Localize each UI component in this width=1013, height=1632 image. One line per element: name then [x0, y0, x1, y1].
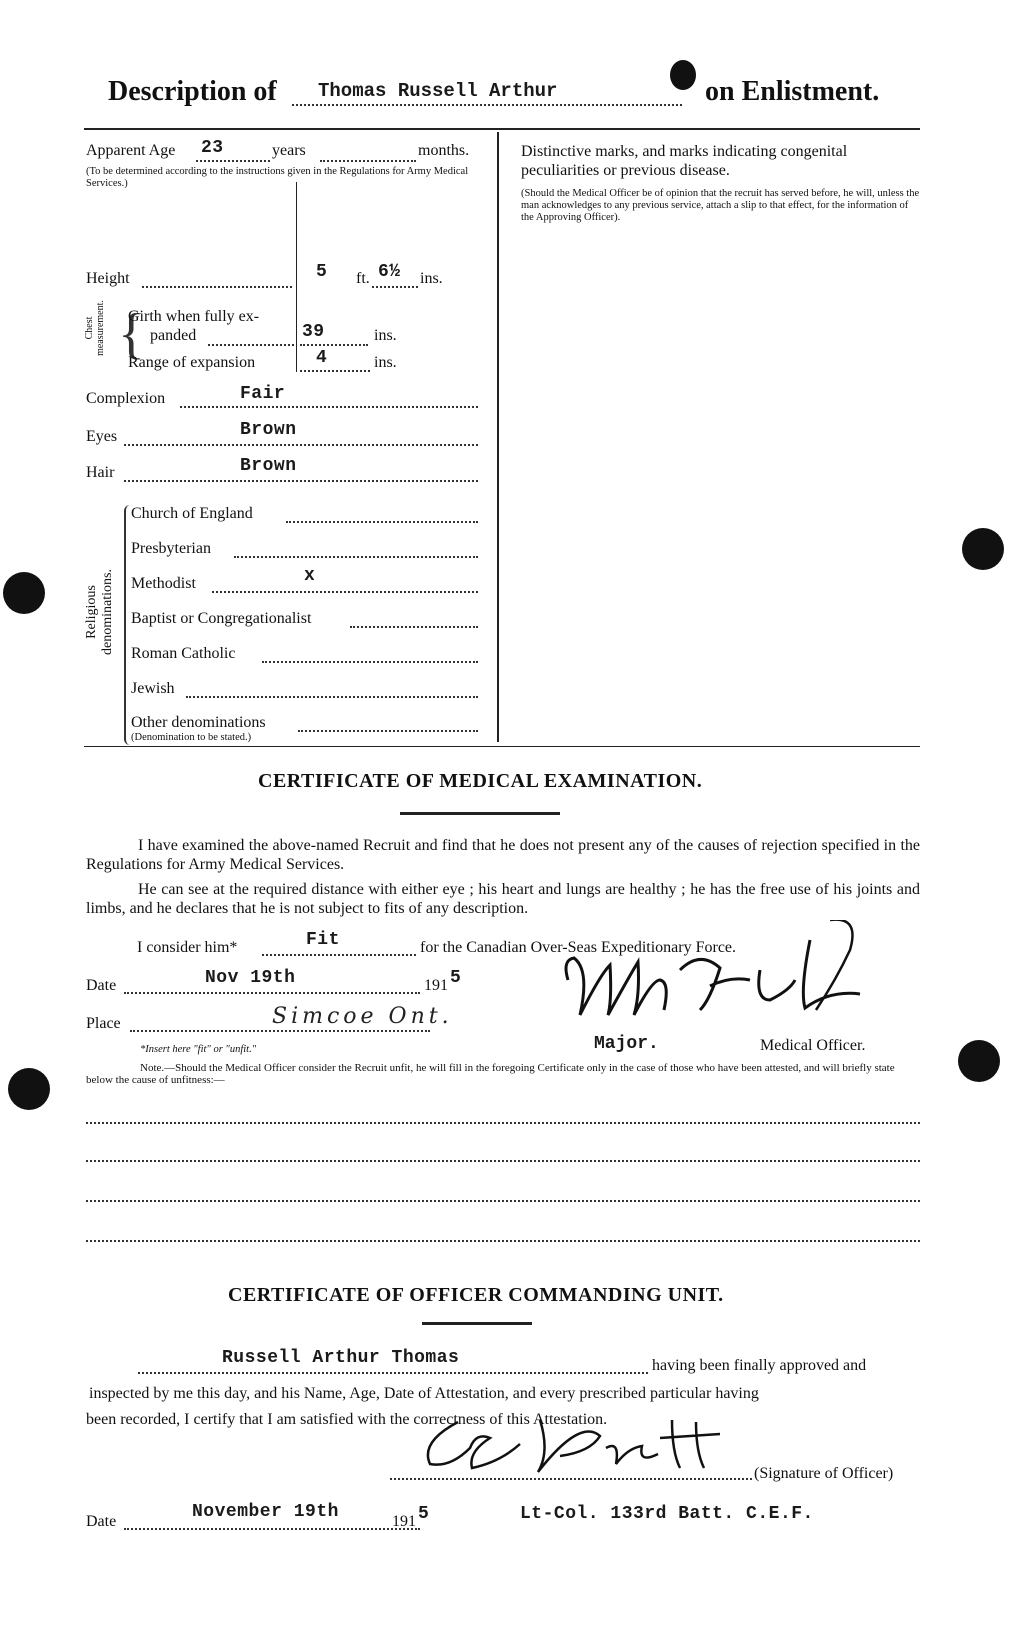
consider-value: Fit	[306, 930, 340, 950]
unfit-note: Note.—Should the Medical Officer consider the Recruit unfit, he will fill in the foregoing Certificate only in the case of those who have been attested, and will briefly state below the cause of unfitness:—	[86, 1062, 895, 1086]
girth-label-2: panded	[150, 327, 197, 344]
unfit-line	[86, 1200, 920, 1202]
girth-in-dots	[300, 344, 368, 346]
table-bottom-rule	[84, 746, 920, 747]
chest-label: Chest measurement.	[84, 300, 106, 356]
medical-date-value: Nov 19th	[205, 968, 296, 988]
religion-dots	[286, 521, 478, 523]
signature-of-officer-label: (Signature of Officer)	[754, 1465, 894, 1482]
hair-value: Brown	[240, 456, 297, 476]
commanding-line-2: inspected by me this day, and his Name, Age, Date of Attestation, and every prescribed particular having	[89, 1385, 759, 1402]
height-in-value: 6½	[378, 262, 401, 282]
girth-value: 39	[302, 322, 325, 342]
religion-church-of-england: Church of England	[131, 505, 253, 522]
religion-methodist: Methodist	[131, 575, 196, 592]
name-dotted-line	[292, 104, 682, 106]
religion-dots	[186, 696, 478, 698]
recruit-name-dots	[138, 1372, 648, 1374]
religion-dots	[234, 556, 478, 558]
height-ft-value: 5	[316, 262, 328, 282]
eyes-label: Eyes	[86, 428, 118, 445]
complexion-label: Complexion	[86, 390, 166, 407]
range-value: 4	[316, 348, 328, 368]
age-note: (To be determined according to the instructions given in the Regulations for Army Medical Services.)	[86, 166, 469, 189]
religion-label	[84, 556, 116, 668]
recruit-name: Thomas Russell Arthur	[318, 80, 558, 102]
signature-dots	[390, 1478, 752, 1480]
girth-label-1: Girth when fully ex-	[128, 308, 260, 325]
medical-officer-signature	[560, 920, 880, 1040]
medical-year-prefix: 191	[424, 977, 448, 994]
unfit-line	[86, 1122, 920, 1124]
punch-hole	[8, 1068, 50, 1110]
column-divider	[497, 132, 499, 742]
medical-rank: Major.	[594, 1034, 659, 1054]
range-dots	[300, 370, 370, 372]
hair-dots	[124, 480, 478, 482]
age-dots	[196, 160, 270, 162]
measurement-divider	[296, 182, 297, 372]
apparent-age-label: Apparent Age	[86, 142, 176, 159]
commanding-line-1-suffix: having been finally approved and	[652, 1357, 867, 1374]
medical-heading: CERTIFICATE OF MEDICAL EXAMINATION.	[258, 770, 703, 792]
commanding-date-dots	[124, 1528, 420, 1530]
commanding-heading-rule	[422, 1322, 532, 1325]
girth-dots	[208, 344, 294, 346]
eyes-dots	[124, 444, 478, 446]
religion-dots	[262, 661, 478, 663]
months-label: months.	[418, 142, 470, 159]
hair-label: Hair	[86, 464, 115, 481]
chest-brace: {	[118, 303, 145, 365]
place-dots	[130, 1030, 430, 1032]
date-dots	[124, 992, 420, 994]
header-prefix: Description of	[108, 76, 277, 107]
distinctive-marks-label: Distinctive marks, and marks indicating congenital peculiarities or previous disease.	[521, 143, 848, 179]
medical-date-label: Date	[86, 977, 117, 994]
punch-hole	[962, 528, 1004, 570]
religion-methodist-mark: x	[304, 566, 316, 586]
commanding-unit: Lt-Col. 133rd Batt. C.E.F.	[520, 1504, 814, 1524]
height-dots	[142, 286, 292, 288]
consider-dots	[262, 954, 416, 956]
complexion-dots	[180, 406, 478, 408]
religion-presbyterian: Presbyterian	[131, 540, 211, 557]
commanding-date-label: Date	[86, 1513, 117, 1530]
unfit-line	[86, 1160, 920, 1162]
medical-place-value: Simcoe Ont.	[272, 1004, 453, 1029]
commanding-line-3: been recorded, I certify that I am satisfied with the correctness of this Attestation.	[86, 1411, 608, 1428]
distinctive-marks-note: (Should the Medical Officer be of opinion that the recruit has served before, he will, unless the man acknowledges to any previous service, attach a slip to that effect, for the information of the Approving Officer).	[521, 188, 920, 223]
religion-other: Other denominations	[131, 714, 266, 731]
medical-para-1: I have examined the above-named Recruit and find that he does not present any of the causes of rejection specified in the Regulations for Army Medical Services.	[86, 837, 920, 873]
apparent-age-value: 23	[201, 138, 224, 158]
ins-label: ins.	[420, 270, 443, 287]
consider-prefix: I consider him*	[137, 939, 238, 956]
medical-heading-rule	[400, 812, 560, 815]
ink-blot	[670, 60, 696, 90]
consider-suffix: for the Canadian Over-Seas Expeditionary Force.	[420, 939, 737, 956]
commanding-year-prefix: 191	[392, 1513, 416, 1530]
header-suffix: on Enlistment.	[705, 76, 880, 107]
commanding-date-value: November 19th	[192, 1502, 339, 1522]
insert-note: *Insert here "fit" or "unfit."	[140, 1044, 257, 1055]
commanding-officer-signature	[410, 1412, 740, 1480]
girth-ins-label: ins.	[374, 327, 397, 344]
religion-jewish: Jewish	[131, 680, 175, 697]
range-label: Range of expansion	[128, 354, 256, 371]
complexion-value: Fair	[240, 384, 286, 404]
commanding-year-value: 5	[418, 1504, 430, 1524]
commanding-heading: CERTIFICATE OF OFFICER COMMANDING UNIT.	[228, 1284, 724, 1306]
range-ins-label: ins.	[374, 354, 397, 371]
punch-hole	[958, 1040, 1000, 1082]
top-rule	[84, 128, 920, 130]
medical-officer-label: Medical Officer.	[760, 1037, 866, 1054]
ft-label: ft.	[356, 270, 370, 287]
years-dots	[320, 160, 416, 162]
denomination-note: (Denomination to be stated.)	[131, 732, 252, 743]
religion-dots	[350, 626, 478, 628]
religion-label-text: Religious denominations.	[84, 569, 115, 655]
medical-place-label: Place	[86, 1015, 121, 1032]
religion-roman-catholic: Roman Catholic	[131, 645, 236, 662]
years-label: years	[272, 142, 306, 159]
punch-hole	[3, 572, 45, 614]
height-label: Height	[86, 270, 130, 287]
commanding-recruit-name: Russell Arthur Thomas	[222, 1348, 460, 1368]
unfit-line	[86, 1240, 920, 1242]
religion-dots	[212, 591, 478, 593]
medical-para-2: He can see at the required distance with either eye ; his heart and lungs are healthy ; he has the free use of his joints and limbs, and he declares that he is not subject to fits of any description.	[86, 881, 920, 917]
religion-baptist: Baptist or Congregationalist	[131, 610, 312, 627]
medical-year-value: 5	[450, 968, 462, 988]
eyes-value: Brown	[240, 420, 297, 440]
in-dots	[372, 286, 418, 288]
